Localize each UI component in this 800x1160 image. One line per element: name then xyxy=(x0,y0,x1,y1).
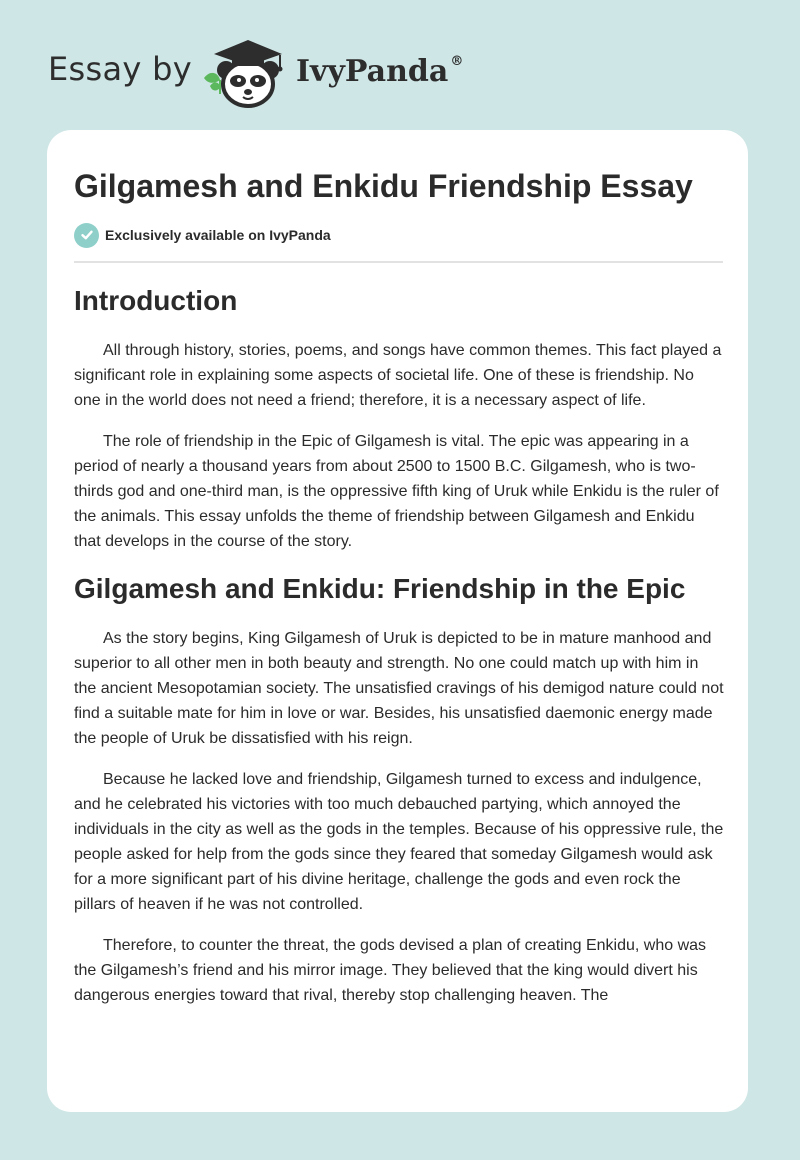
check-circle-icon xyxy=(74,223,99,248)
divider xyxy=(74,261,723,263)
paragraph: Because he lacked love and friendship, Gilgamesh turned to excess and indulgence, and he celebrated his victories with too much debauched partying, which annoyed the individuals in the city as well as the gods in the temples. Because of his oppressive rule, the people asked for help from the gods since they feared that someday Gilgamesh would ask for a more significant part of his divine heritage, challenge the gods and even rock the pillars of heaven if he was not controlled. xyxy=(74,771,724,913)
essay-card xyxy=(47,130,748,1112)
brand-name[interactable] xyxy=(296,54,463,89)
panda-graduate-icon[interactable] xyxy=(200,34,296,110)
section-heading-introduction: Introduction xyxy=(74,285,238,316)
exclusive-badge xyxy=(74,222,331,248)
section-heading-friendship-in-epic: Gilgamesh and Enkidu: Friendship in the Epic xyxy=(74,573,686,604)
site-header xyxy=(0,0,800,130)
brand-name-text: IvyPanda xyxy=(296,54,449,89)
registered-mark: ® xyxy=(450,54,464,69)
page-title: Gilgamesh and Enkidu Friendship Essay xyxy=(74,168,693,204)
paragraph: Therefore, to counter the threat, the gods devised a plan of creating Enkidu, who was the Gilgamesh’s friend and his mirror image. They believed that the king would divert his dangerous energies toward that rival, thereby stop challenging heaven. The xyxy=(74,937,707,1004)
paragraph: As the story begins, King Gilgamesh of Uruk is depicted to be in mature manhood and superior to all other men in both beauty and strength. No one could match up with him in the ancient Mesopotamian society. The unsatisfied cravings of his demigod nature could not find a suitable mate for him in love or war. Besides, his unsatisfied daemonic energy made the people of Uruk be dissatisfied with his reign. xyxy=(74,630,724,747)
paragraph: All through history, stories, poems, and songs have common themes. This fact played a significant role in explaining some aspects of societal life. One of these is friendship. No one in the world does not need a friend; therefore, it is a necessary aspect of life. xyxy=(74,342,722,409)
paragraph: The role of friendship in the Epic of Gilgamesh is vital. The epic was appearing in a period of nearly a thousand years from about 2500 to 1500 B.C. Gilgamesh, who is two-thirds god and one-third man, is the oppressive fifth king of Uruk while Enkidu is the ruler of the animals. This essay unfolds the theme of friendship between Gilgamesh and Enkidu that develops in the course of the story. xyxy=(74,433,719,550)
exclusive-label: Exclusively available on IvyPanda xyxy=(105,227,331,243)
brand-prefix: Essay by xyxy=(48,50,192,88)
essay-body xyxy=(74,280,725,1024)
